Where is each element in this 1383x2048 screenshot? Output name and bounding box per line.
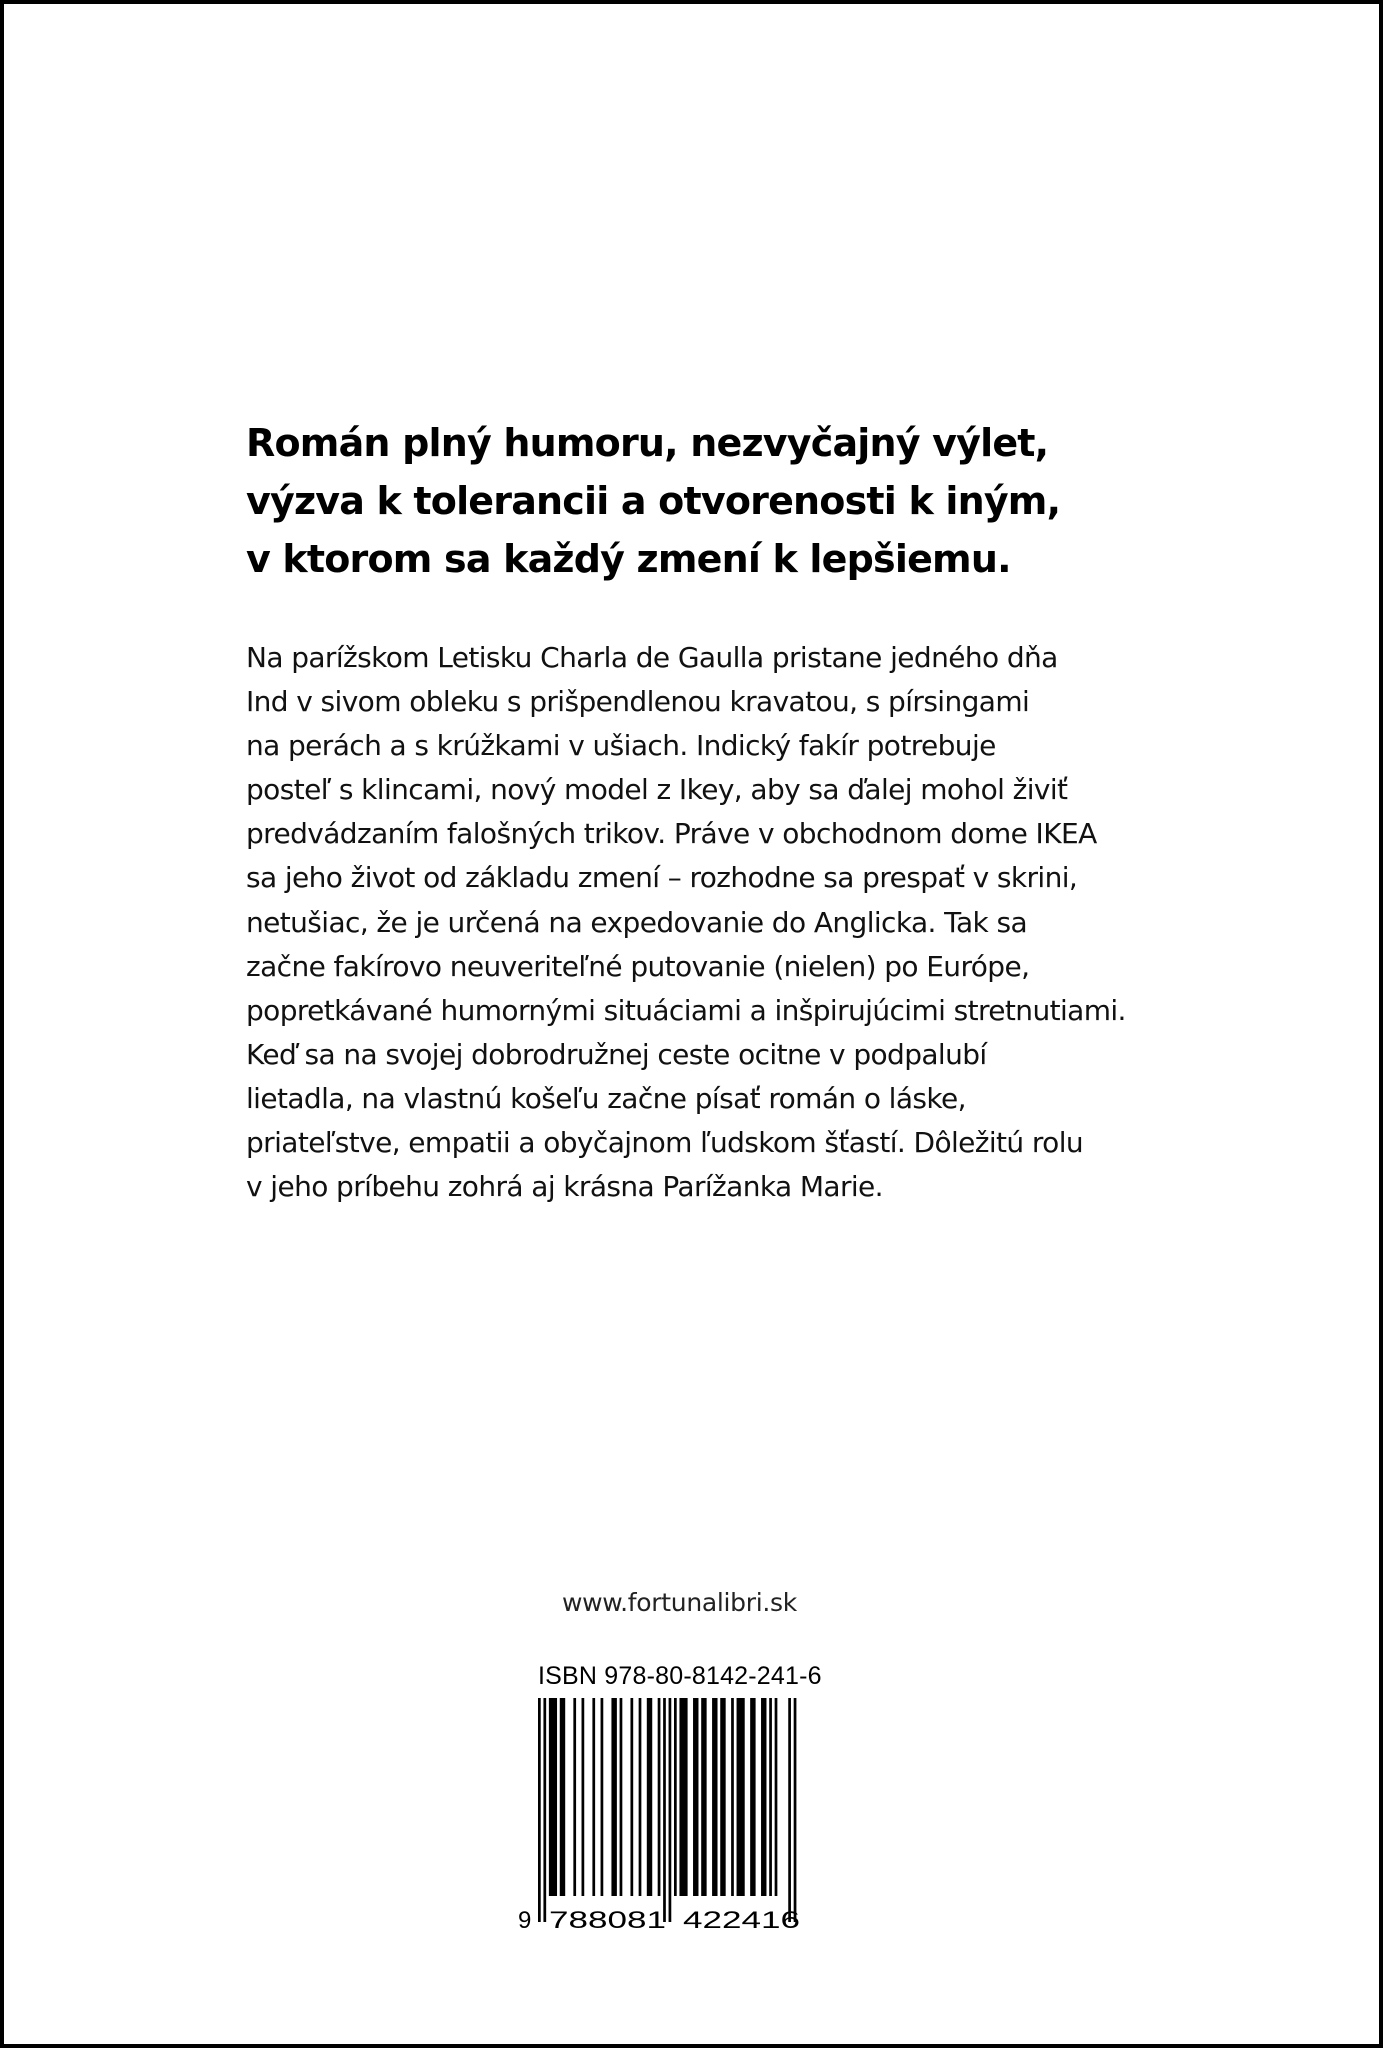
barcode-bar (560, 1698, 565, 1896)
barcode-guard-bar (663, 1698, 666, 1922)
barcode-bar (769, 1698, 772, 1896)
blurb-line: predvádzaním falošných trikov. Práve v obchodnom dome IKEA (246, 817, 1097, 851)
tagline-line-3: v ktorom sa každý zmení k lepšiemu. (246, 537, 1011, 581)
blurb-line: Keď sa na svojej dobrodružnej ceste ocitne v podpalubí (246, 1037, 987, 1071)
blurb-paragraph (246, 636, 1126, 1209)
blurb-line: priateľstve, empatii a obyčajnom ľudskom šťastí. Dôležitú rolu (246, 1126, 1084, 1160)
barcode-bar (611, 1698, 616, 1896)
blurb-line: lietadla, na vlastnú košeľu začne písať román o láske, (246, 1081, 966, 1115)
barcode-bar (549, 1698, 557, 1896)
barcode-bar (582, 1698, 585, 1896)
blurb-line: sa jeho život od základu zmení – rozhodne sa prespať v skrini, (246, 861, 1078, 895)
publisher-website: www.fortunalibri.sk (562, 1588, 797, 1617)
barcode-bar (761, 1698, 766, 1896)
blurb-line: na perách a s krúžkami v ušiach. Indický fakír potrebuje (246, 729, 996, 763)
ean-barcode (510, 1698, 840, 1930)
barcode-bar (601, 1698, 604, 1896)
blurb-line: popretkávané humornými situáciami a inšpirujúcimi stretnutiami. (246, 993, 1126, 1027)
barcode-bar (693, 1698, 698, 1896)
tagline-line-2: výzva k tolerancii a otvorenosti k iným, (246, 479, 1061, 523)
barcode-guard-bar (788, 1698, 791, 1922)
barcode-bar (701, 1698, 706, 1896)
barcode-bar (573, 1698, 576, 1896)
barcode-bar (658, 1698, 661, 1896)
barcode-digit-first: 9 (518, 1907, 532, 1930)
blurb-line: Na parížskom Letisku Charla de Gaulla pristane jedného dňa (246, 641, 1058, 674)
book-back-cover (4, 4, 1379, 2044)
barcode-bar (620, 1698, 623, 1896)
barcode-guard-bar (669, 1698, 672, 1922)
barcode-bar (679, 1698, 687, 1896)
barcode-bar (647, 1698, 652, 1896)
blurb-line: Ind v sivom obleku s prišpendlenou kravatou, s pírsingami (246, 685, 1030, 719)
blurb-line: netušiac, že je určená na expedovanie do Anglicka. Tak sa (246, 905, 1028, 939)
barcode-bar (720, 1698, 725, 1896)
blurb-line: v jeho príbehu zohrá aj krásna Parížanka Marie. (246, 1170, 883, 1204)
barcode-guard-bar (543, 1698, 546, 1922)
barcode-bar (775, 1698, 778, 1896)
barcode-guard-bar (538, 1698, 541, 1922)
tagline-line-1: Román plný humoru, nezvyčajný výlet, (246, 421, 1049, 465)
barcode-digits-right: 422416 (683, 1907, 800, 1930)
barcode-bar (750, 1698, 755, 1896)
barcode-bar (592, 1698, 595, 1896)
blurb-line: začne fakírovo neuveriteľné putovanie (nielen) po Európe, (246, 949, 1030, 983)
barcode-bar (737, 1698, 745, 1896)
barcode-graphic (510, 1698, 840, 1930)
barcode-bar (630, 1698, 633, 1896)
barcode-bar (712, 1698, 717, 1896)
barcode-digits-left: 788081 (549, 1907, 666, 1930)
barcode-guard-bar (794, 1698, 797, 1922)
barcode-bar (639, 1698, 642, 1896)
barcode-bar (674, 1698, 677, 1896)
blurb-line: posteľ s klincami, nový model z Ikey, aby sa ďalej mohol živiť (246, 773, 1068, 807)
barcode-bar (731, 1698, 734, 1896)
isbn-label: ISBN 978-80-8142-241-6 (538, 1662, 822, 1690)
tagline (246, 414, 1060, 588)
